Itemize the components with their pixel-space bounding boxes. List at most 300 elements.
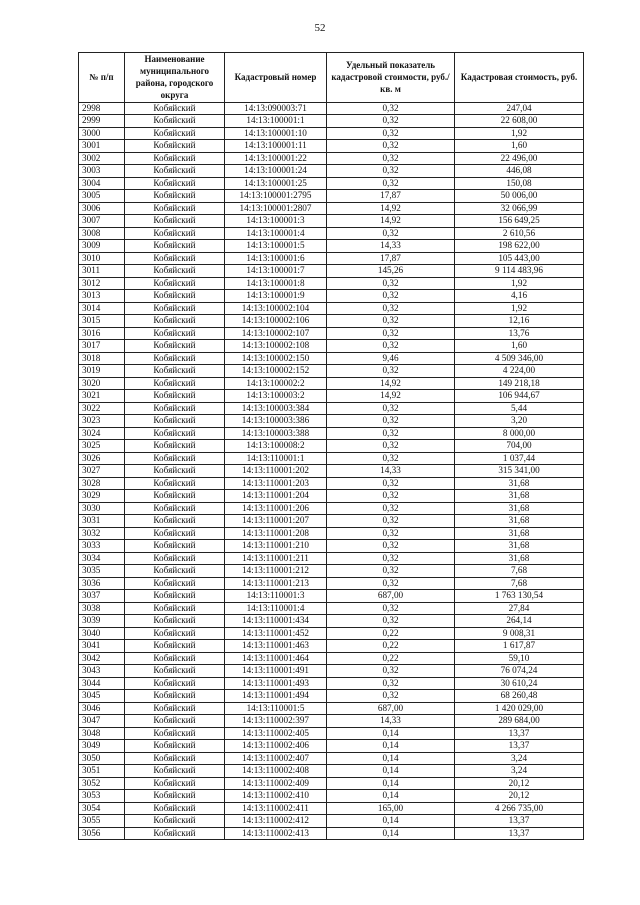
cadastral-value: 20,12: [455, 777, 584, 790]
row-number: 3022: [79, 402, 125, 415]
cadastral-value: 12,16: [455, 315, 584, 328]
row-number: 3041: [79, 640, 125, 653]
unit-cadastral-index: 14,92: [327, 215, 455, 228]
cadastral-number: 14:13:110002:407: [225, 752, 327, 765]
table-row: [79, 290, 584, 303]
table-row: [79, 302, 584, 315]
cadastral-number: 14:13:110001:464: [225, 652, 327, 665]
table-row: [79, 177, 584, 190]
district-name: Кобяйский: [125, 577, 225, 590]
row-number: 3002: [79, 152, 125, 165]
cadastral-value: 50 006,00: [455, 190, 584, 203]
district-name: Кобяйский: [125, 752, 225, 765]
table-row: [79, 427, 584, 440]
table-row: [79, 627, 584, 640]
cadastral-value: 3,24: [455, 765, 584, 778]
row-number: 3034: [79, 552, 125, 565]
cadastral-number: 14:13:100001:1: [225, 115, 327, 128]
row-number: 3029: [79, 490, 125, 503]
district-name: Кобяйский: [125, 827, 225, 840]
row-number: 3038: [79, 602, 125, 615]
cadastral-value: 1 617,87: [455, 640, 584, 653]
cadastral-number: 14:13:110001:452: [225, 627, 327, 640]
unit-cadastral-index: 0,14: [327, 740, 455, 753]
table-row: [79, 465, 584, 478]
table-row: [79, 115, 584, 128]
cadastral-value: 106 944,67: [455, 390, 584, 403]
row-number: 3004: [79, 177, 125, 190]
table-row: [79, 452, 584, 465]
cadastral-number: 14:13:110002:409: [225, 777, 327, 790]
unit-cadastral-index: 0,32: [327, 677, 455, 690]
cadastral-number: 14:13:110002:397: [225, 715, 327, 728]
cadastral-number: 14:13:100001:8: [225, 277, 327, 290]
header-district: Наименование муниципального района, городского округа: [125, 53, 225, 103]
table-row: [79, 827, 584, 840]
cadastral-number: 14:13:100001:10: [225, 127, 327, 140]
row-number: 3031: [79, 515, 125, 528]
cadastral-value: 20,12: [455, 790, 584, 803]
cadastral-number: 14:13:110001:204: [225, 490, 327, 503]
cadastral-number: 14:13:110001:202: [225, 465, 327, 478]
district-name: Кобяйский: [125, 227, 225, 240]
unit-cadastral-index: 14,92: [327, 390, 455, 403]
cadastral-number: 14:13:110002:405: [225, 727, 327, 740]
district-name: Кобяйский: [125, 165, 225, 178]
row-number: 3011: [79, 265, 125, 278]
table-row: [79, 240, 584, 253]
unit-cadastral-index: 0,32: [327, 602, 455, 615]
district-name: Кобяйский: [125, 740, 225, 753]
cadastral-value: 13,37: [455, 727, 584, 740]
unit-cadastral-index: 0,22: [327, 640, 455, 653]
cadastral-number: 14:13:110001:206: [225, 502, 327, 515]
cadastral-number: 14:13:100001:24: [225, 165, 327, 178]
district-name: Кобяйский: [125, 390, 225, 403]
unit-cadastral-index: 0,22: [327, 627, 455, 640]
district-name: Кобяйский: [125, 477, 225, 490]
table-row: [79, 352, 584, 365]
cadastral-value: 31,68: [455, 527, 584, 540]
table-row: [79, 252, 584, 265]
cadastral-value: 446,08: [455, 165, 584, 178]
cadastral-value: 3,20: [455, 415, 584, 428]
district-name: Кобяйский: [125, 440, 225, 453]
district-name: Кобяйский: [125, 352, 225, 365]
row-number: 3054: [79, 802, 125, 815]
cadastral-value: 31,68: [455, 477, 584, 490]
district-name: Кобяйский: [125, 127, 225, 140]
row-number: 3046: [79, 702, 125, 715]
cadastral-number: 14:13:110001:1: [225, 452, 327, 465]
row-number: 2998: [79, 102, 125, 115]
unit-cadastral-index: 14,33: [327, 465, 455, 478]
table-row: [79, 402, 584, 415]
table-row: [79, 202, 584, 215]
cadastral-number: 14:13:110001:4: [225, 602, 327, 615]
unit-cadastral-index: 145,26: [327, 265, 455, 278]
unit-cadastral-index: 165,00: [327, 802, 455, 815]
unit-cadastral-index: 14,33: [327, 715, 455, 728]
district-name: Кобяйский: [125, 640, 225, 653]
row-number: 3005: [79, 190, 125, 203]
row-number: 3051: [79, 765, 125, 778]
table-row: [79, 277, 584, 290]
header-number: № п/п: [79, 53, 125, 103]
table-row: [79, 802, 584, 815]
cadastral-value: 13,37: [455, 815, 584, 828]
cadastral-value: 149 218,18: [455, 377, 584, 390]
table-row: [79, 815, 584, 828]
row-number: 3020: [79, 377, 125, 390]
unit-cadastral-index: 0,32: [327, 440, 455, 453]
district-name: Кобяйский: [125, 177, 225, 190]
district-name: Кобяйский: [125, 152, 225, 165]
district-name: Кобяйский: [125, 365, 225, 378]
unit-cadastral-index: 0,14: [327, 827, 455, 840]
cadastral-value: 1,92: [455, 277, 584, 290]
unit-cadastral-index: 0,14: [327, 790, 455, 803]
district-name: Кобяйский: [125, 690, 225, 703]
row-number: 3032: [79, 527, 125, 540]
unit-cadastral-index: 0,32: [327, 565, 455, 578]
district-name: Кобяйский: [125, 415, 225, 428]
district-name: Кобяйский: [125, 427, 225, 440]
unit-cadastral-index: 0,32: [327, 115, 455, 128]
row-number: 3049: [79, 740, 125, 753]
district-name: Кобяйский: [125, 215, 225, 228]
table-row: [79, 315, 584, 328]
table-row: [79, 665, 584, 678]
row-number: 3056: [79, 827, 125, 840]
row-number: 3003: [79, 165, 125, 178]
table-row: [79, 640, 584, 653]
table-row: [79, 740, 584, 753]
district-name: Кобяйский: [125, 465, 225, 478]
cadastral-value: 198 622,00: [455, 240, 584, 253]
table-row: [79, 727, 584, 740]
table-row: [79, 415, 584, 428]
table-row: [79, 577, 584, 590]
row-number: 3050: [79, 752, 125, 765]
table-row: [79, 490, 584, 503]
cadastral-value: 704,00: [455, 440, 584, 453]
row-number: 3052: [79, 777, 125, 790]
row-number: 3021: [79, 390, 125, 403]
cadastral-value: 7,68: [455, 565, 584, 578]
table-row: [79, 377, 584, 390]
cadastral-number: 14:13:100002:107: [225, 327, 327, 340]
table-row: [79, 215, 584, 228]
unit-cadastral-index: 14,92: [327, 202, 455, 215]
row-number: 3030: [79, 502, 125, 515]
header-cadastral-number: Кадастровый номер: [225, 53, 327, 103]
table-row: [79, 140, 584, 153]
cadastral-value: 13,76: [455, 327, 584, 340]
unit-cadastral-index: 0,14: [327, 752, 455, 765]
header-unit-cadastral-index: Удельный показатель кадастровой стоимости, руб./кв. м: [327, 53, 455, 103]
cadastral-number: 14:13:100001:7: [225, 265, 327, 278]
cadastral-number: 14:13:100003:2: [225, 390, 327, 403]
unit-cadastral-index: 0,32: [327, 315, 455, 328]
row-number: 3012: [79, 277, 125, 290]
table-row: [79, 702, 584, 715]
row-number: 3055: [79, 815, 125, 828]
cadastral-value: 31,68: [455, 515, 584, 528]
unit-cadastral-index: 17,87: [327, 252, 455, 265]
row-number: 3039: [79, 615, 125, 628]
district-name: Кобяйский: [125, 102, 225, 115]
unit-cadastral-index: 0,32: [327, 290, 455, 303]
table-row: [79, 677, 584, 690]
table-row: [79, 477, 584, 490]
row-number: 3023: [79, 415, 125, 428]
cadastral-value: 289 684,00: [455, 715, 584, 728]
cadastral-value: 4 266 735,00: [455, 802, 584, 815]
table-row: [79, 265, 584, 278]
cadastral-value: 31,68: [455, 552, 584, 565]
table-row: [79, 690, 584, 703]
cadastral-value: 150,08: [455, 177, 584, 190]
district-name: Кобяйский: [125, 652, 225, 665]
unit-cadastral-index: 0,32: [327, 452, 455, 465]
cadastral-number: 14:13:100002:108: [225, 340, 327, 353]
cadastral-value: 31,68: [455, 490, 584, 503]
table-row: [79, 127, 584, 140]
district-name: Кобяйский: [125, 527, 225, 540]
table-row: [79, 340, 584, 353]
row-number: 3026: [79, 452, 125, 465]
cadastral-number: 14:13:110001:211: [225, 552, 327, 565]
cadastral-number: 14:13:100001:5: [225, 240, 327, 253]
cadastral-number: 14:13:100003:388: [225, 427, 327, 440]
cadastral-value: 105 443,00: [455, 252, 584, 265]
cadastral-number: 14:13:100001:2795: [225, 190, 327, 203]
unit-cadastral-index: 0,32: [327, 102, 455, 115]
cadastral-value: 68 260,48: [455, 690, 584, 703]
table-row: [79, 327, 584, 340]
row-number: 3042: [79, 652, 125, 665]
table-row: [79, 390, 584, 403]
cadastral-number: 14:13:100001:2807: [225, 202, 327, 215]
cadastral-number: 14:13:100002:2: [225, 377, 327, 390]
cadastral-number: 14:13:110001:3: [225, 590, 327, 603]
row-number: 3006: [79, 202, 125, 215]
cadastral-number: 14:13:110001:463: [225, 640, 327, 653]
cadastral-number: 14:13:100001:11: [225, 140, 327, 153]
unit-cadastral-index: 0,32: [327, 502, 455, 515]
cadastral-value: 8 000,00: [455, 427, 584, 440]
cadastral-number: 14:13:100001:4: [225, 227, 327, 240]
cadastral-value: 9 008,31: [455, 627, 584, 640]
unit-cadastral-index: 687,00: [327, 590, 455, 603]
table-row: [79, 440, 584, 453]
district-name: Кобяйский: [125, 452, 225, 465]
district-name: Кобяйский: [125, 565, 225, 578]
table-row: [79, 152, 584, 165]
unit-cadastral-index: 0,32: [327, 490, 455, 503]
district-name: Кобяйский: [125, 140, 225, 153]
unit-cadastral-index: 0,32: [327, 552, 455, 565]
cadastral-number: 14:13:110001:208: [225, 527, 327, 540]
row-number: 3015: [79, 315, 125, 328]
cadastral-value: 13,37: [455, 740, 584, 753]
row-number: 3001: [79, 140, 125, 153]
unit-cadastral-index: 0,32: [327, 177, 455, 190]
cadastral-number: 14:13:100001:3: [225, 215, 327, 228]
cadastral-number: 14:13:100002:106: [225, 315, 327, 328]
district-name: Кобяйский: [125, 302, 225, 315]
unit-cadastral-index: 0,32: [327, 615, 455, 628]
row-number: 3000: [79, 127, 125, 140]
cadastral-number: 14:13:110002:408: [225, 765, 327, 778]
cadastral-number: 14:13:090003:71: [225, 102, 327, 115]
district-name: Кобяйский: [125, 327, 225, 340]
row-number: 3008: [79, 227, 125, 240]
cadastral-value: 9 114 483,96: [455, 265, 584, 278]
unit-cadastral-index: 0,32: [327, 302, 455, 315]
unit-cadastral-index: 0,32: [327, 690, 455, 703]
cadastral-number: 14:13:110001:203: [225, 477, 327, 490]
table-row: [79, 365, 584, 378]
row-number: 3036: [79, 577, 125, 590]
row-number: 3018: [79, 352, 125, 365]
cadastral-number: 14:13:100003:386: [225, 415, 327, 428]
cadastral-value: 1 420 029,00: [455, 702, 584, 715]
cadastral-number: 14:13:110001:213: [225, 577, 327, 590]
unit-cadastral-index: 0,22: [327, 652, 455, 665]
header-cadastral-value: Кадастровая стоимость, руб.: [455, 53, 584, 103]
row-number: 3047: [79, 715, 125, 728]
unit-cadastral-index: 0,32: [327, 140, 455, 153]
cadastral-value: 1,92: [455, 302, 584, 315]
cadastral-number: 14:13:110001:5: [225, 702, 327, 715]
district-name: Кобяйский: [125, 190, 225, 203]
table-row: [79, 590, 584, 603]
cadastral-value: 1 037,44: [455, 452, 584, 465]
row-number: 3014: [79, 302, 125, 315]
row-number: 3019: [79, 365, 125, 378]
district-name: Кобяйский: [125, 265, 225, 278]
district-name: Кобяйский: [125, 602, 225, 615]
unit-cadastral-index: 0,32: [327, 402, 455, 415]
cadastral-value: 1,60: [455, 340, 584, 353]
district-name: Кобяйский: [125, 802, 225, 815]
cadastral-number: 14:13:110001:434: [225, 615, 327, 628]
cadastral-value: 4,16: [455, 290, 584, 303]
unit-cadastral-index: 0,14: [327, 815, 455, 828]
row-number: 3043: [79, 665, 125, 678]
unit-cadastral-index: 0,32: [327, 327, 455, 340]
unit-cadastral-index: 14,33: [327, 240, 455, 253]
cadastral-value: 59,10: [455, 652, 584, 665]
district-name: Кобяйский: [125, 340, 225, 353]
row-number: 3037: [79, 590, 125, 603]
row-number: 3040: [79, 627, 125, 640]
table-header-row: [79, 53, 584, 103]
cadastral-number: 14:13:110002:411: [225, 802, 327, 815]
table-body: [79, 102, 584, 840]
row-number: 3048: [79, 727, 125, 740]
cadastral-number: 14:13:100003:384: [225, 402, 327, 415]
unit-cadastral-index: 14,92: [327, 377, 455, 390]
table-row: [79, 715, 584, 728]
cadastral-value: 13,37: [455, 827, 584, 840]
unit-cadastral-index: 0,32: [327, 665, 455, 678]
cadastral-value: 1,60: [455, 140, 584, 153]
district-name: Кобяйский: [125, 402, 225, 415]
table-row: [79, 602, 584, 615]
cadastral-value: 4 224,00: [455, 365, 584, 378]
cadastral-value: 1 763 130,54: [455, 590, 584, 603]
district-name: Кобяйский: [125, 715, 225, 728]
cadastral-value: 22 608,00: [455, 115, 584, 128]
cadastral-value: 22 496,00: [455, 152, 584, 165]
unit-cadastral-index: 0,32: [327, 515, 455, 528]
row-number: 3033: [79, 540, 125, 553]
unit-cadastral-index: 0,32: [327, 152, 455, 165]
row-number: 3016: [79, 327, 125, 340]
row-number: 3025: [79, 440, 125, 453]
cadastral-number: 14:13:110002:413: [225, 827, 327, 840]
row-number: 3010: [79, 252, 125, 265]
unit-cadastral-index: 0,32: [327, 227, 455, 240]
district-name: Кобяйский: [125, 727, 225, 740]
unit-cadastral-index: 0,32: [327, 427, 455, 440]
row-number: 3028: [79, 477, 125, 490]
row-number: 3045: [79, 690, 125, 703]
unit-cadastral-index: 0,32: [327, 165, 455, 178]
unit-cadastral-index: 0,32: [327, 277, 455, 290]
cadastral-value: 1,92: [455, 127, 584, 140]
district-name: Кобяйский: [125, 490, 225, 503]
unit-cadastral-index: 0,32: [327, 527, 455, 540]
unit-cadastral-index: 9,46: [327, 352, 455, 365]
district-name: Кобяйский: [125, 677, 225, 690]
page-number: 52: [314, 22, 326, 34]
row-number: 3007: [79, 215, 125, 228]
unit-cadastral-index: 0,32: [327, 577, 455, 590]
cadastral-value-table: [78, 52, 584, 840]
table-row: [79, 765, 584, 778]
cadastral-number: 14:13:110001:491: [225, 665, 327, 678]
unit-cadastral-index: 0,14: [327, 765, 455, 778]
table-row: [79, 502, 584, 515]
district-name: Кобяйский: [125, 615, 225, 628]
unit-cadastral-index: 0,32: [327, 340, 455, 353]
cadastral-number: 14:13:100001:25: [225, 177, 327, 190]
cadastral-number: 14:13:110002:406: [225, 740, 327, 753]
cadastral-value: 5,44: [455, 402, 584, 415]
row-number: 3013: [79, 290, 125, 303]
table-row: [79, 165, 584, 178]
cadastral-value: 31,68: [455, 540, 584, 553]
row-number: 3027: [79, 465, 125, 478]
unit-cadastral-index: 17,87: [327, 190, 455, 203]
table-row: [79, 227, 584, 240]
district-name: Кобяйский: [125, 815, 225, 828]
table-row: [79, 777, 584, 790]
district-name: Кобяйский: [125, 552, 225, 565]
cadastral-value: 247,04: [455, 102, 584, 115]
district-name: Кобяйский: [125, 515, 225, 528]
district-name: Кобяйский: [125, 702, 225, 715]
cadastral-value: 30 610,24: [455, 677, 584, 690]
district-name: Кобяйский: [125, 277, 225, 290]
cadastral-value: 315 341,00: [455, 465, 584, 478]
unit-cadastral-index: 0,32: [327, 540, 455, 553]
table-row: [79, 515, 584, 528]
